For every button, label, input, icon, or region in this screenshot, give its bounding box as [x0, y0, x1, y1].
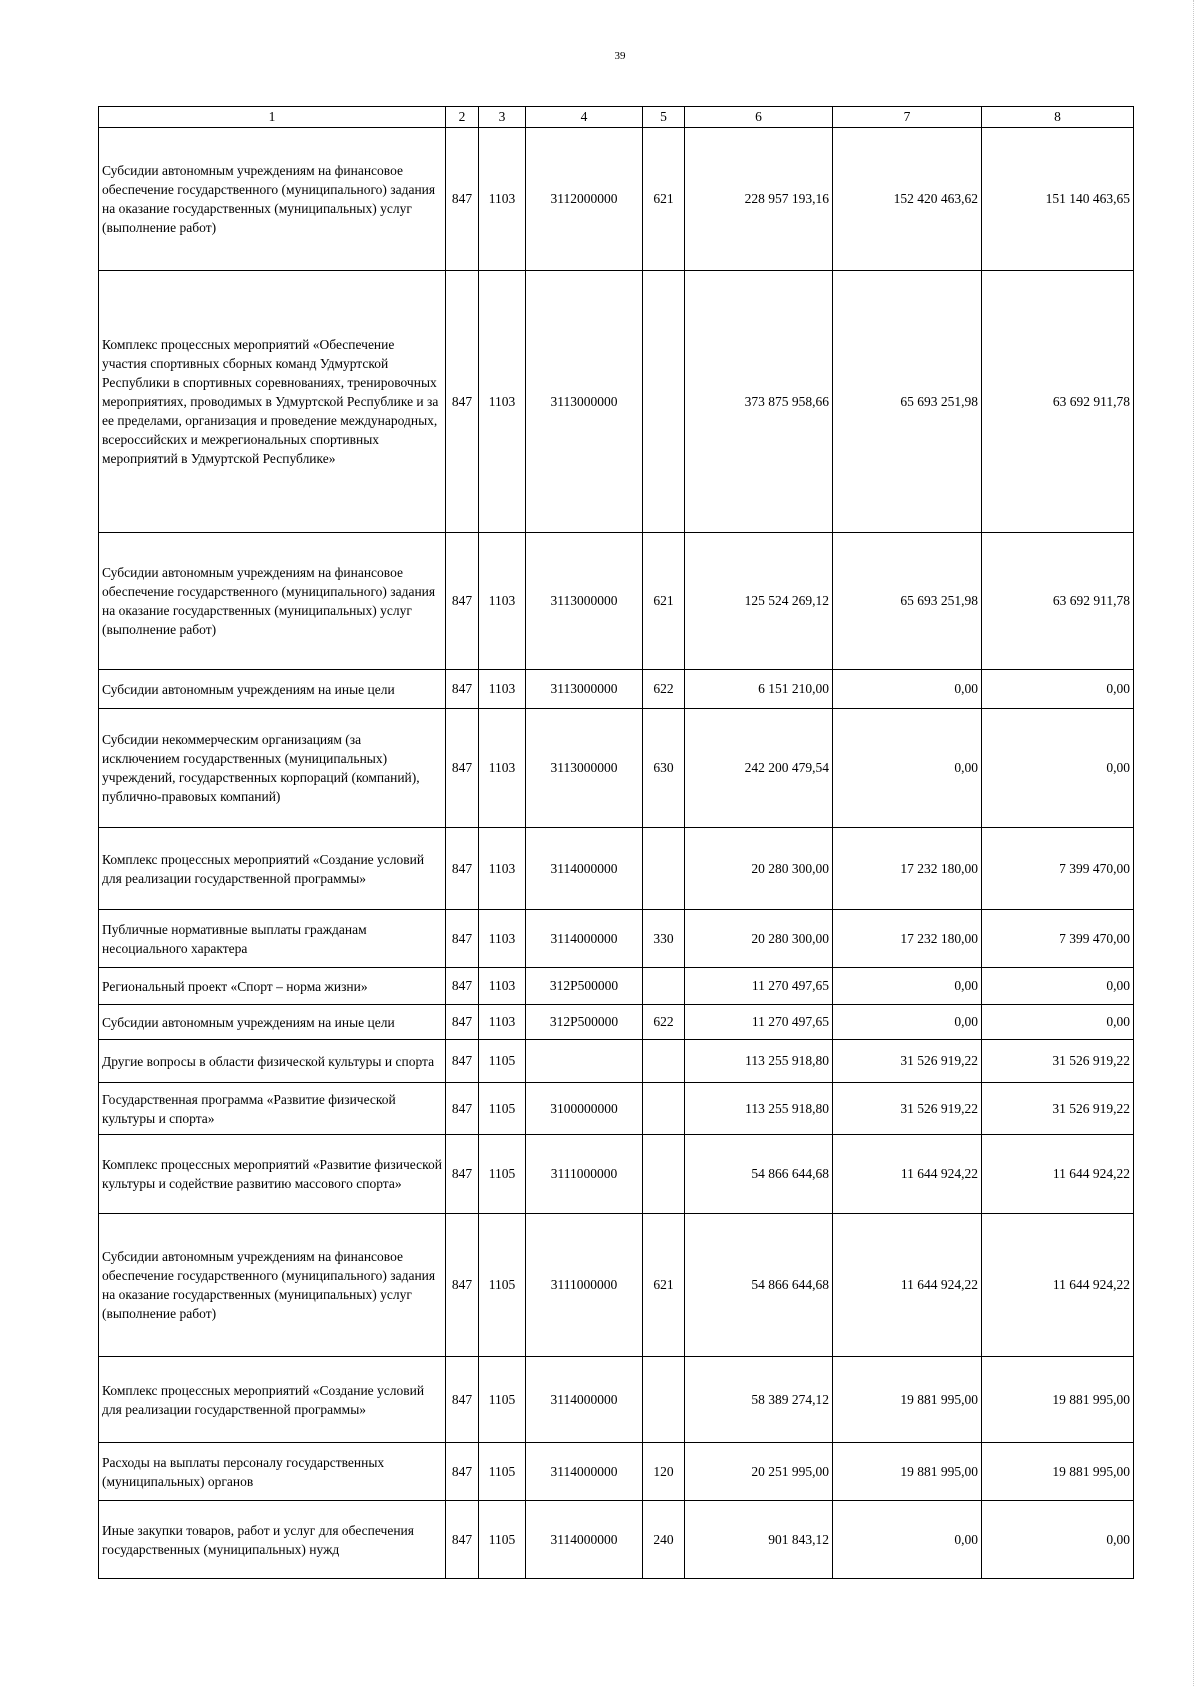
target-article: 3112000000	[526, 128, 643, 271]
column-header: 2	[446, 107, 479, 128]
table-row	[99, 1135, 1134, 1214]
target-article: 3114000000	[526, 1443, 643, 1501]
scan-edge	[1193, 0, 1196, 1686]
amount-col6: 54 866 644,68	[685, 1214, 833, 1357]
ministry-code: 847	[446, 828, 479, 910]
target-article: 312P500000	[526, 968, 643, 1005]
row-name: Региональный проект «Спорт – норма жизни»	[99, 968, 446, 1005]
column-header: 4	[526, 107, 643, 128]
amount-col8: 7 399 470,00	[982, 910, 1134, 968]
ministry-code: 847	[446, 1214, 479, 1357]
amount-col8: 31 526 919,22	[982, 1040, 1134, 1083]
row-name: Иные закупки товаров, работ и услуг для обеспечения государственных (муниципальных) нужд	[99, 1501, 446, 1579]
table-row	[99, 128, 1134, 271]
amount-col7: 0,00	[833, 1005, 982, 1040]
target-article: 3113000000	[526, 533, 643, 670]
table-row	[99, 1040, 1134, 1083]
table-row	[99, 968, 1134, 1005]
table-row	[99, 1443, 1134, 1501]
expense-type: 240	[643, 1501, 685, 1579]
amount-col7: 0,00	[833, 1501, 982, 1579]
amount-col6: 125 524 269,12	[685, 533, 833, 670]
table-row	[99, 1214, 1134, 1357]
amount-col6: 113 255 918,80	[685, 1040, 833, 1083]
expense-type	[643, 828, 685, 910]
amount-col8: 0,00	[982, 1005, 1134, 1040]
amount-col7: 65 693 251,98	[833, 533, 982, 670]
section-code: 1105	[479, 1501, 526, 1579]
amount-col6: 20 251 995,00	[685, 1443, 833, 1501]
table-row	[99, 1357, 1134, 1443]
row-name: Комплекс процессных мероприятий «Развитие физической культуры и содействие развитию массового спорта»	[99, 1135, 446, 1214]
section-code: 1103	[479, 828, 526, 910]
amount-col6: 373 875 958,66	[685, 271, 833, 533]
amount-col8: 0,00	[982, 1501, 1134, 1579]
amount-col7: 0,00	[833, 968, 982, 1005]
table-row	[99, 1501, 1134, 1579]
amount-col8: 31 526 919,22	[982, 1083, 1134, 1135]
target-article: 3113000000	[526, 670, 643, 709]
expense-type	[643, 1040, 685, 1083]
section-code: 1103	[479, 533, 526, 670]
amount-col8: 7 399 470,00	[982, 828, 1134, 910]
amount-col6: 113 255 918,80	[685, 1083, 833, 1135]
expense-type: 622	[643, 670, 685, 709]
section-code: 1103	[479, 1005, 526, 1040]
expense-type	[643, 1135, 685, 1214]
column-header: 6	[685, 107, 833, 128]
ministry-code: 847	[446, 1005, 479, 1040]
target-article: 3111000000	[526, 1214, 643, 1357]
table-row	[99, 1005, 1134, 1040]
table-row	[99, 828, 1134, 910]
amount-col8: 11 644 924,22	[982, 1214, 1134, 1357]
table-row	[99, 910, 1134, 968]
row-name: Публичные нормативные выплаты гражданам несоциального характера	[99, 910, 446, 968]
amount-col6: 20 280 300,00	[685, 910, 833, 968]
row-name: Субсидии автономным учреждениям на иные цели	[99, 670, 446, 709]
amount-col6: 901 843,12	[685, 1501, 833, 1579]
table-row	[99, 271, 1134, 533]
column-header: 3	[479, 107, 526, 128]
expense-type	[643, 968, 685, 1005]
row-name: Расходы на выплаты персоналу государственных (муниципальных) органов	[99, 1443, 446, 1501]
expense-type	[643, 1083, 685, 1135]
amount-col8: 0,00	[982, 968, 1134, 1005]
table-row	[99, 1083, 1134, 1135]
section-code: 1103	[479, 128, 526, 271]
expense-type: 621	[643, 533, 685, 670]
row-name: Субсидии автономным учреждениям на финансовое обеспечение государственного (муниципального) задания на оказание государственных (муниципальных) услуг (выполнение работ)	[99, 1214, 446, 1357]
budget-table	[98, 106, 1134, 1579]
amount-col8: 151 140 463,65	[982, 128, 1134, 271]
target-article: 3113000000	[526, 709, 643, 828]
target-article: 3114000000	[526, 1501, 643, 1579]
section-code: 1105	[479, 1214, 526, 1357]
target-article: 3113000000	[526, 271, 643, 533]
section-code: 1103	[479, 670, 526, 709]
amount-col7: 152 420 463,62	[833, 128, 982, 271]
section-code: 1105	[479, 1443, 526, 1501]
column-header: 1	[99, 107, 446, 128]
section-code: 1105	[479, 1135, 526, 1214]
ministry-code: 847	[446, 968, 479, 1005]
amount-col6: 11 270 497,65	[685, 1005, 833, 1040]
target-article: 3111000000	[526, 1135, 643, 1214]
row-name: Комплекс процессных мероприятий «Обеспечение участия спортивных сборных команд Удмуртской Республики в спортивных соревнованиях, тренировочных мероприятиях, проводимых в Удмуртской Республике и за ее пределами, организация и проведение международных, всероссийских и межрегиональных спортивных мероприятий в Удмуртской Республике»	[99, 271, 446, 533]
amount-col8: 63 692 911,78	[982, 271, 1134, 533]
row-name: Государственная программа «Развитие физической культуры и спорта»	[99, 1083, 446, 1135]
amount-col7: 31 526 919,22	[833, 1040, 982, 1083]
row-name: Другие вопросы в области физической культуры и спорта	[99, 1040, 446, 1083]
table-row	[99, 709, 1134, 828]
amount-col7: 31 526 919,22	[833, 1083, 982, 1135]
ministry-code: 847	[446, 709, 479, 828]
amount-col7: 19 881 995,00	[833, 1443, 982, 1501]
amount-col8: 0,00	[982, 709, 1134, 828]
amount-col7: 11 644 924,22	[833, 1214, 982, 1357]
amount-col7: 19 881 995,00	[833, 1357, 982, 1443]
ministry-code: 847	[446, 271, 479, 533]
target-article: 3100000000	[526, 1083, 643, 1135]
ministry-code: 847	[446, 670, 479, 709]
expense-type	[643, 1357, 685, 1443]
row-name: Субсидии автономным учреждениям на финансовое обеспечение государственного (муниципального) задания на оказание государственных (муниципальных) услуг (выполнение работ)	[99, 533, 446, 670]
amount-col6: 20 280 300,00	[685, 828, 833, 910]
expense-type: 330	[643, 910, 685, 968]
section-code: 1103	[479, 968, 526, 1005]
amount-col8: 19 881 995,00	[982, 1443, 1134, 1501]
row-name: Комплекс процессных мероприятий «Создание условий для реализации государственной программы»	[99, 828, 446, 910]
column-header: 7	[833, 107, 982, 128]
page-number: 39	[614, 50, 626, 62]
ministry-code: 847	[446, 910, 479, 968]
amount-col8: 63 692 911,78	[982, 533, 1134, 670]
ministry-code: 847	[446, 1357, 479, 1443]
target-article: 3114000000	[526, 910, 643, 968]
expense-type: 621	[643, 1214, 685, 1357]
table-row	[99, 670, 1134, 709]
amount-col6: 54 866 644,68	[685, 1135, 833, 1214]
amount-col7: 65 693 251,98	[833, 271, 982, 533]
amount-col7: 17 232 180,00	[833, 828, 982, 910]
amount-col6: 6 151 210,00	[685, 670, 833, 709]
ministry-code: 847	[446, 533, 479, 670]
ministry-code: 847	[446, 1443, 479, 1501]
ministry-code: 847	[446, 1040, 479, 1083]
expense-type: 621	[643, 128, 685, 271]
expense-type: 120	[643, 1443, 685, 1501]
column-header: 5	[643, 107, 685, 128]
section-code: 1105	[479, 1357, 526, 1443]
section-code: 1103	[479, 709, 526, 828]
section-code: 1105	[479, 1083, 526, 1135]
amount-col7: 11 644 924,22	[833, 1135, 982, 1214]
row-name: Субсидии автономным учреждениям на финансовое обеспечение государственного (муниципального) задания на оказание государственных (муниципальных) услуг (выполнение работ)	[99, 128, 446, 271]
ministry-code: 847	[446, 1501, 479, 1579]
ministry-code: 847	[446, 128, 479, 271]
target-article: 312P500000	[526, 1005, 643, 1040]
amount-col7: 0,00	[833, 709, 982, 828]
ministry-code: 847	[446, 1135, 479, 1214]
table-row	[99, 533, 1134, 670]
target-article	[526, 1040, 643, 1083]
amount-col8: 11 644 924,22	[982, 1135, 1134, 1214]
column-header: 8	[982, 107, 1134, 128]
expense-type: 622	[643, 1005, 685, 1040]
amount-col8: 19 881 995,00	[982, 1357, 1134, 1443]
amount-col7: 0,00	[833, 670, 982, 709]
target-article: 3114000000	[526, 828, 643, 910]
amount-col6: 242 200 479,54	[685, 709, 833, 828]
expense-type: 630	[643, 709, 685, 828]
amount-col8: 0,00	[982, 670, 1134, 709]
amount-col6: 11 270 497,65	[685, 968, 833, 1005]
amount-col6: 58 389 274,12	[685, 1357, 833, 1443]
ministry-code: 847	[446, 1083, 479, 1135]
row-name: Субсидии некоммерческим организациям (за исключением государственных (муниципальных) учреждений, государственных корпораций (компаний), публично-правовых компаний)	[99, 709, 446, 828]
section-code: 1105	[479, 1040, 526, 1083]
amount-col7: 17 232 180,00	[833, 910, 982, 968]
expense-type	[643, 271, 685, 533]
target-article: 3114000000	[526, 1357, 643, 1443]
section-code: 1103	[479, 910, 526, 968]
amount-col6: 228 957 193,16	[685, 128, 833, 271]
table-header-row	[99, 107, 1134, 128]
row-name: Субсидии автономным учреждениям на иные цели	[99, 1005, 446, 1040]
row-name: Комплекс процессных мероприятий «Создание условий для реализации государственной программы»	[99, 1357, 446, 1443]
section-code: 1103	[479, 271, 526, 533]
